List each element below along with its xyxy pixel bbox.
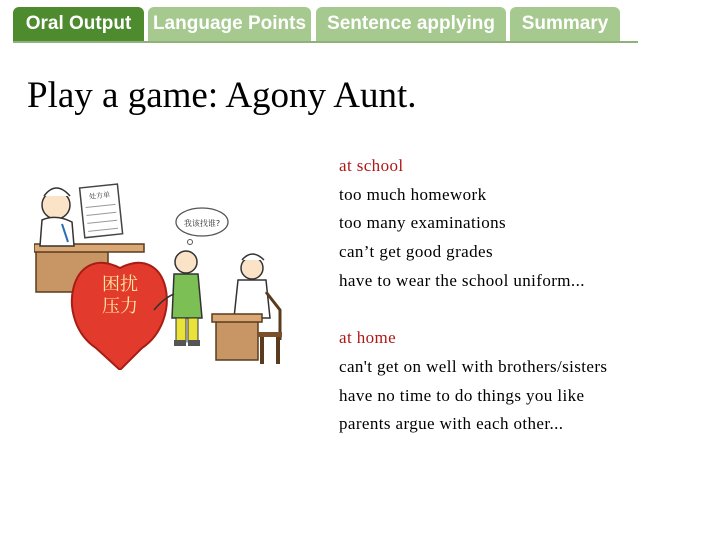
home-item: have no time to do things you like — [339, 385, 585, 405]
tab-oral-output[interactable]: Oral Output — [13, 7, 144, 41]
tab-underline — [13, 41, 638, 43]
problems-list — [339, 152, 709, 439]
school-item: too many examinations — [339, 213, 507, 233]
prescription-label: 处方单 — [88, 190, 111, 202]
school-item: have to wear the school uniform... — [339, 270, 585, 290]
school-item: too much homework — [339, 184, 487, 204]
school-heading: at school — [339, 156, 404, 175]
home-item: parents argue with each other... — [339, 414, 564, 434]
school-item: can’t get good grades — [339, 242, 493, 262]
heart-text-pressure: 压力 — [102, 296, 138, 317]
cartoon-doctor-patient-heart-icon — [34, 170, 284, 370]
slide-title: Play a game: Agony Aunt. — [27, 75, 417, 116]
speech-bubble-text: 我该找谁? — [183, 219, 221, 228]
tab-bar — [13, 7, 638, 43]
home-heading: at home — [339, 328, 397, 348]
tab-sentence-applying[interactable]: Sentence applying — [316, 7, 506, 41]
tab-summary[interactable]: Summary — [510, 7, 620, 41]
tab-language-points[interactable]: Language Points — [148, 7, 311, 41]
heart-text-trouble: 困扰 — [102, 274, 138, 295]
home-item: can't get on well with brothers/sisters — [339, 356, 608, 376]
spacer — [339, 296, 709, 325]
